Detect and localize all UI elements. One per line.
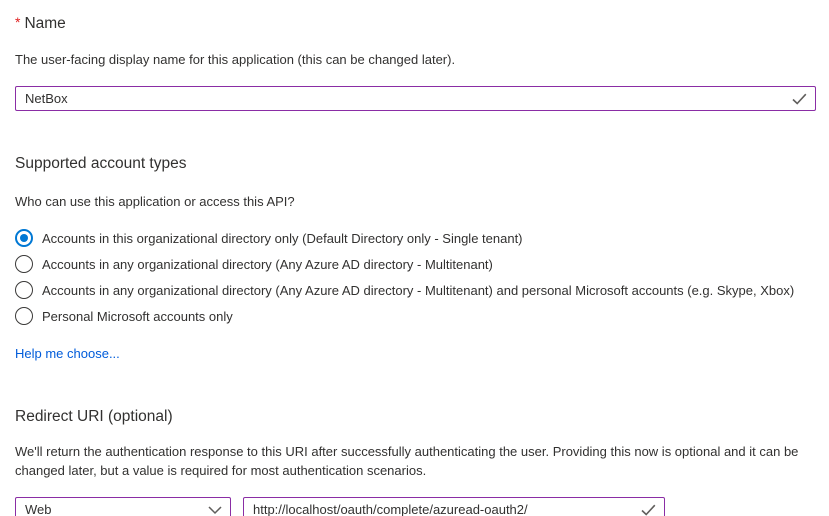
required-asterisk: * <box>15 14 21 30</box>
redirect-uri-input[interactable] <box>244 498 664 516</box>
radio-button-icon <box>15 229 33 247</box>
help-me-choose-link[interactable]: Help me choose... <box>15 346 120 361</box>
radio-option-label: Accounts in this organizational directory only (Default Directory only - Single tenant) <box>42 230 523 246</box>
account-types-heading: Supported account types <box>15 155 187 172</box>
redirect-uri-field <box>243 497 665 516</box>
radio-option-label: Personal Microsoft accounts only <box>42 308 233 324</box>
platform-select[interactable] <box>15 497 231 516</box>
radio-option-personal-only[interactable] <box>15 303 816 329</box>
name-section-heading <box>15 12 816 34</box>
radio-option-multitenant[interactable] <box>15 251 816 277</box>
name-input[interactable] <box>16 87 815 110</box>
radio-option-multitenant-personal[interactable] <box>15 277 816 303</box>
redirect-uri-heading: Redirect URI (optional) <box>15 408 173 425</box>
redirect-uri-description: We'll return the authentication response to this URI after successfully authenticating the user. Providing this now is optional and it can be changed later, but a value is required for most authentication scenarios. <box>15 444 799 478</box>
radio-option-label: Accounts in any organizational directory (Any Azure AD directory - Multitenant) and personal Microsoft accounts (e.g. Skype, Xbox) <box>42 282 795 298</box>
radio-option-label: Accounts in any organizational directory (Any Azure AD directory - Multitenant) <box>42 256 493 272</box>
radio-button-icon <box>15 307 33 325</box>
name-input-field <box>15 86 816 111</box>
radio-option-single-tenant[interactable] <box>15 225 816 251</box>
name-label: Name <box>24 15 66 32</box>
account-types-question: Who can use this application or access this API? <box>15 194 295 209</box>
name-description: The user-facing display name for this application (this can be changed later). <box>15 52 456 67</box>
redirect-uri-row <box>15 497 816 516</box>
platform-select-value: Web <box>25 502 52 516</box>
chevron-down-icon <box>208 505 222 514</box>
radio-button-icon <box>15 281 33 299</box>
radio-button-icon <box>15 255 33 273</box>
account-types-radio-group <box>15 225 816 329</box>
